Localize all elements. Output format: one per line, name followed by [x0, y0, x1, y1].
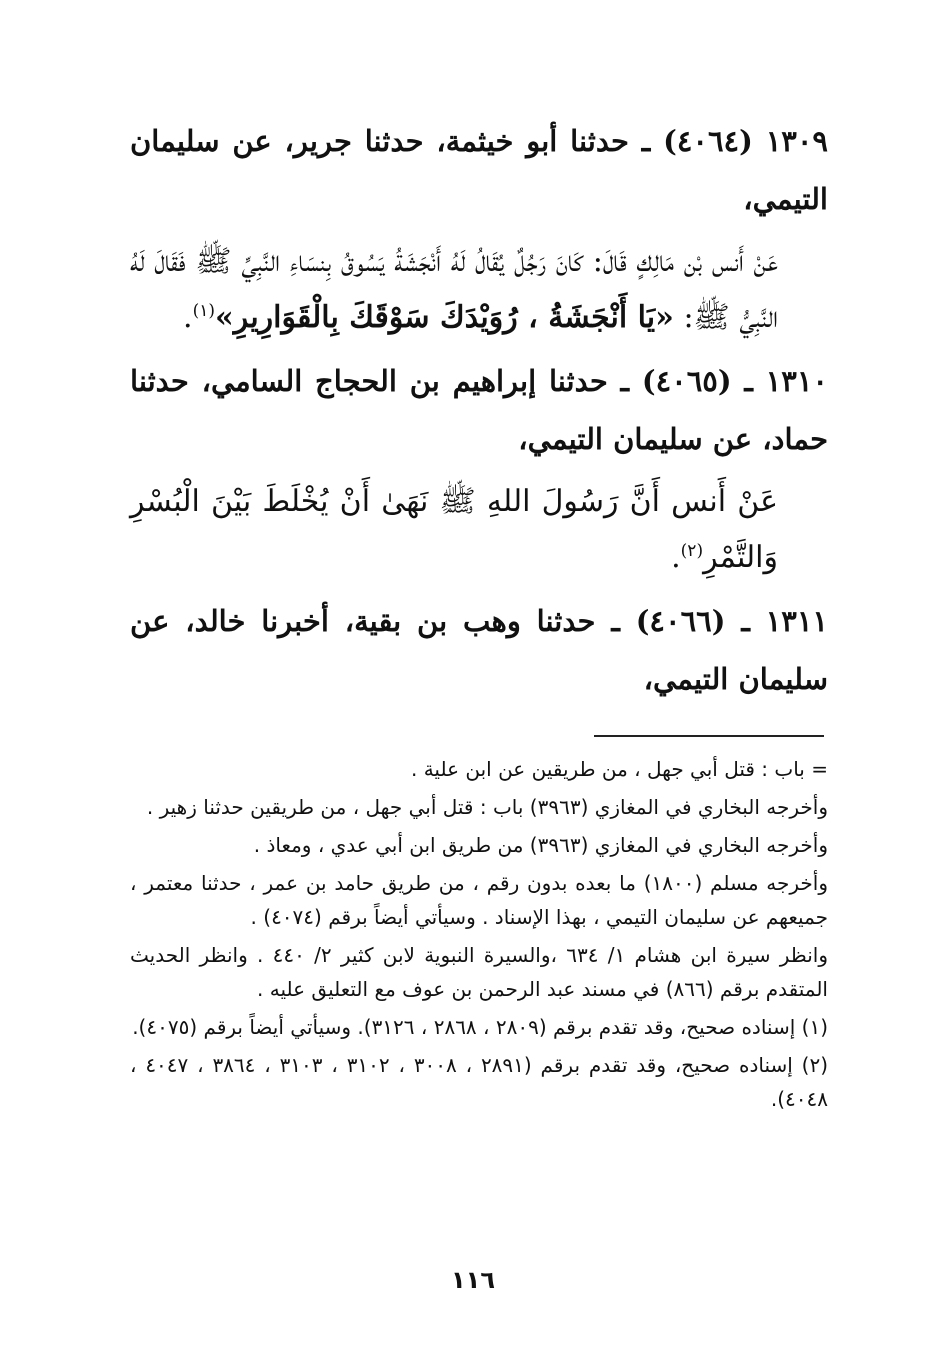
footnote-carry-line: وأخرجه البخاري في المغازي (٣٩٦٣) باب : قتل أبي جهل ، من طريقين حدثنا زهير .: [146, 795, 828, 819]
hadith-text-block: [130, 112, 828, 714]
hadith-1310-matn: عَنْ أَنس أَنَّ رَسُولَ اللهِ ﷺ نَهَىٰ أَنْ يُخْلَطَ بَيْنَ الْبُسْرِ وَالتَّمْرِ$^{(٢)}$.: [130, 484, 778, 575]
hadith-1310-isnad: ١٣١٠ ـ (٤٠٦٥) ـ حدثنا إبراهيم بن الحجاج السامي، حدثنا حماد، عن سليمان التيمي،: [130, 364, 828, 456]
footnote-carry-line: = باب : قتل أبي جهل ، من طريقين عن ابن علية .: [410, 757, 828, 781]
hadith-1309-matn: عَنْ أَنس بْن مَالِكٍ قَالَ: كَانَ رَجُلٌ يُقَالُ لَهُ أَنْجَشَةُ يَسُوقُ بِنسَاءِ النَّبِيِّ ﷺ فَقَالَ لَهُ النَّبِيُّ ﷺ: «يَا أَنْجَشَةُ ، رُوَيْدَكَ سَوْقَكَ بِالْقَوَارِيرِ»$^{(١)}$.: [130, 244, 778, 335]
footnote-1: (١) إسناده صحيح، وقد تقدم برقم (٢٨٠٩ ، ٢٨٦٨ ، ٣١٢٦). وسيأتي أيضاً برقم (٤٠٧٥).: [132, 1015, 828, 1039]
hadith-1309-isnad: ١٣٠٩ (٤٠٦٤) ـ حدثنا أبو خيثمة، حدثنا جرير، عن سليمان التيمي،: [130, 124, 828, 216]
footnote-separator: [594, 735, 824, 737]
hadith-1311-isnad: ١٣١١ ـ (٤٠٦٦) ـ حدثنا وهب بن بقية، أخبرنا خالد، عن سليمان التيمي،: [130, 604, 828, 696]
footnote-2: (٢) إسناده صحيح، وقد تقدم برقم (٢٨٩١ ، ٣٠٠٨ ، ٣١٠٢ ، ٣١٠٣ ، ٣٨٦٤ ، ٤٠٤٧ ، ٤٠٤٨).: [130, 1053, 829, 1111]
footnote-carry-line: وأخرجه مسلم (١٨٠٠) ما بعده بدون رقم ، من طريق حامد بن عمر ، حدثنا معتمر ، جميعهم عن سليمان التيمي ، بهذا الإسناد . وسيأتي أيضاً برقم (٤٠٧٤) .: [130, 871, 829, 929]
footnote-ref-2: (٢): [680, 541, 704, 561]
footnote-carry-line: وأخرجه البخاري في المغازي (٣٩٦٣) من طريق ابن أبي عدي ، ومعاذ .: [253, 833, 828, 857]
footnotes: [130, 752, 828, 1120]
page-number: ١١٦: [451, 1266, 495, 1294]
quoted-saying: «يَا أَنْجَشَةُ ، رُوَيْدَكَ سَوْقَكَ بِالْقَوَارِيرِ»: [215, 300, 674, 335]
footnote-ref-1: (١): [192, 301, 216, 321]
footnote-carry-line: وانظر سيرة ابن هشام ١/ ٦٣٤ ،والسيرة النبوية لابن كثير ٢/ ٤٤٠ . وانظر الحديث المتقدم برقم (٨٦٦) في مسند عبد الرحمن بن عوف مع التعليق عليه .: [130, 943, 828, 1001]
